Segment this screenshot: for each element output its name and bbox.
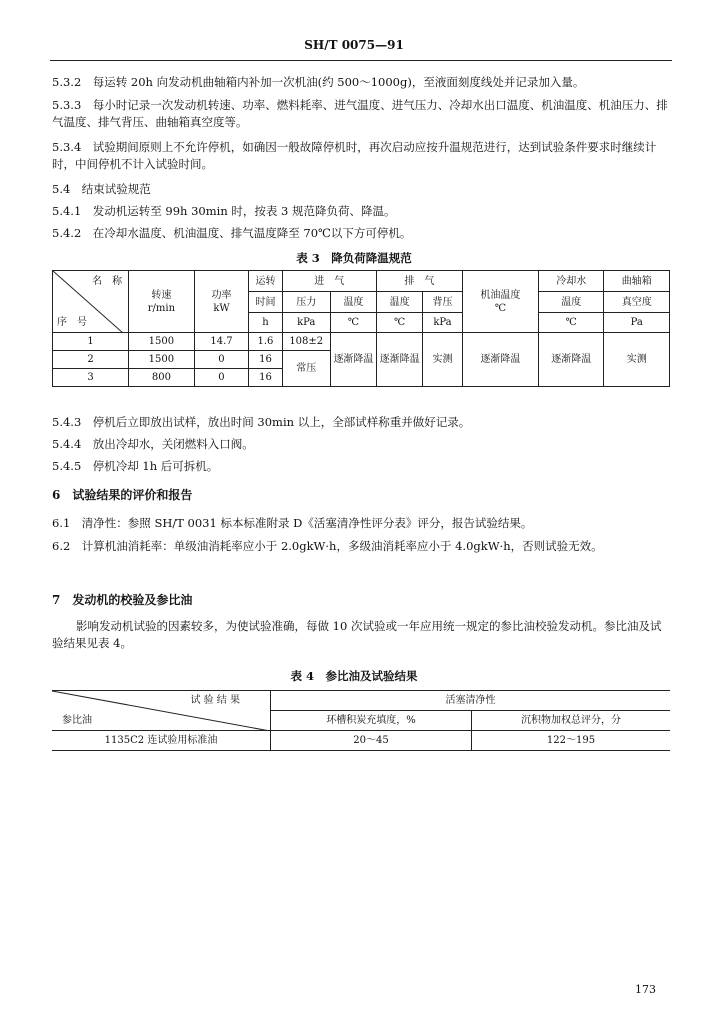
table3-r2-speed: 1500: [129, 351, 194, 369]
table3-col-crank-unit: Pa: [604, 313, 670, 333]
table3-col-cool-unit: ℃: [539, 313, 604, 333]
heading-5-4: 5.4 结束试验规范: [52, 182, 151, 196]
table3-r1-speed: 1500: [129, 333, 194, 351]
table3-col-exhaust: 排 气: [377, 271, 463, 292]
table3-r1-power: 14.7: [194, 333, 249, 351]
para-6-1: 6.1 清净性：参照 SH/T 0031 标本标准附录 D《活塞清净性评分表》评分，报告试验结果。: [52, 516, 533, 530]
table3-col-power-unit: kW: [213, 302, 230, 314]
table4: [52, 690, 670, 751]
table3-col-speed-unit: r/min: [147, 302, 176, 314]
table3-col-power: [194, 271, 249, 333]
table3-r1-pressure: 108±2: [282, 333, 330, 351]
table4-corner: [52, 691, 271, 731]
table3-r3-power: 0: [194, 369, 249, 387]
table3-r3-seq: 3: [53, 369, 129, 387]
table3-col-oil: [462, 271, 538, 333]
table4-caption: 表 4 参比油及试验结果: [290, 669, 418, 683]
table3-merged-ex-temp: 逐渐降温: [377, 333, 423, 387]
table3-col-intake: 进 气: [282, 271, 376, 292]
table4-row-name: 1135C2 连试验用标准油: [52, 731, 271, 751]
table3-r2-seq: 2: [53, 351, 129, 369]
table3-col-speed-label: 转速: [151, 289, 172, 301]
table3-merged-intake-temp: 逐渐降温: [330, 333, 376, 387]
table4-group: 活塞清净性: [271, 691, 671, 711]
table3-col-pressure: 压力: [282, 292, 330, 313]
table3-col-oil-unit: ℃: [494, 302, 507, 314]
table-row: [52, 731, 670, 751]
table3-merged-crank: 实测: [604, 333, 670, 387]
table4-corner-bottom: 参比油: [62, 715, 92, 726]
table3-r1-seq: 1: [53, 333, 129, 351]
table3-col-backpress-unit: kPa: [423, 313, 463, 333]
table3-merged-pressure: 常压: [282, 351, 330, 387]
table3-col-crank-a: 曲轴箱: [604, 271, 670, 292]
heading-6: 6 试验结果的评价和报告: [52, 488, 193, 502]
table3: [52, 270, 670, 387]
table3-col-cool-a: 冷却水: [539, 271, 604, 292]
table3-col-temp-unit: ℃: [330, 313, 376, 333]
table3-corner-seq: 序 号: [57, 317, 87, 328]
table3-col-crank-b: 真空度: [604, 292, 670, 313]
table4-col1: 环槽积炭充填度，%: [271, 711, 472, 731]
table3-col-time-unit: h: [249, 313, 282, 333]
table4-row-v1: 20～45: [271, 731, 472, 751]
para-5-3-4: 5.3.4 试验期间原则上不允许停机，如确因一般故障停机时，再次启动应按升温规范进行，达到试验条件要求时继续计时，中间停机不计入试验时间。: [52, 140, 657, 171]
table3-caption: 表 3 降负荷降温规范: [296, 251, 412, 265]
table-row: [53, 333, 670, 351]
para-5-4-3: 5.4.3 停机后立即放出试样，放出时间 30min 以上，全部试样称重并做好记录。: [52, 415, 471, 429]
heading-7: 7 发动机的校验及参比油: [52, 593, 193, 607]
para-5-4-2: 5.4.2 在冷却水温度、机油温度、排气温度降至 70℃以下方可停机。: [52, 226, 412, 240]
table3-col-backpress: 背压: [423, 292, 463, 313]
table3-merged-oil: 逐渐降温: [462, 333, 538, 387]
para-5-4-4: 5.4.4 放出冷却水，关闭燃料入口阀。: [52, 437, 254, 451]
para-5-3-3: 5.3.3 每小时记录一次发动机转速、功率、燃料耗率、进气温度、进气压力、冷却水出口温度、机油温度、机油压力、排气温度、排气背压、曲轴箱真空度等。: [52, 98, 668, 129]
table3-col-pressure-unit: kPa: [282, 313, 330, 333]
table4-row-v2: 122～195: [472, 731, 671, 751]
table3-corner-name: 名 称: [92, 276, 123, 287]
table3-merged-backpress: 实测: [423, 333, 463, 387]
table3-r3-time: 16: [249, 369, 282, 387]
para-6-2: 6.2 计算机油消耗率：单级油消耗率应小于 2.0gkW·h，多级油消耗率应小于 4.0gkW·h，否则试验无效。: [52, 539, 603, 553]
table3-merged-cool: 逐渐降温: [539, 333, 604, 387]
page-number: 173: [635, 983, 656, 996]
table4-col2: 沉积物加权总评分，分: [472, 711, 671, 731]
table3-r2-power: 0: [194, 351, 249, 369]
doc-code-header: SH/T 0075—91: [304, 38, 404, 52]
table3-r1-time: 1.6: [249, 333, 282, 351]
header-rule: [50, 60, 672, 61]
table3-col-oil-label: 机油温度: [480, 289, 521, 301]
para-5-4-1: 5.4.1 发动机运转至 99h 30min 时，按表 3 规范降负荷、降温。: [52, 204, 396, 218]
table3-col-temp: 温度: [330, 292, 376, 313]
table3-col-cool-b: 温度: [539, 292, 604, 313]
table3-col-ex-temp-unit: ℃: [377, 313, 423, 333]
table4-corner-top: 试 验 结 果: [190, 695, 240, 706]
table3-col-time-a: 运转: [249, 271, 282, 292]
table3-col-speed: [129, 271, 194, 333]
table3-corner: [53, 271, 129, 333]
table3-col-time-b: 时间: [249, 292, 282, 313]
para-5-4-5: 5.4.5 停机冷却 1h 后可拆机。: [52, 459, 219, 473]
para-7: 影响发动机试验的因素较多，为使试验准确，每做 10 次试验或一年应用统一规定的参比油校验发动机。参比油及试验结果见表 4。: [52, 619, 662, 650]
table3-r2-time: 16: [249, 351, 282, 369]
table3-r3-speed: 800: [129, 369, 194, 387]
table3-col-power-label: 功率: [211, 289, 232, 301]
para-5-3-2: 5.3.2 每运转 20h 向发动机曲轴箱内补加一次机油(约 500～1000g)，至液面刻度线处并记录加入量。: [52, 75, 585, 89]
table3-col-ex-temp: 温度: [377, 292, 423, 313]
